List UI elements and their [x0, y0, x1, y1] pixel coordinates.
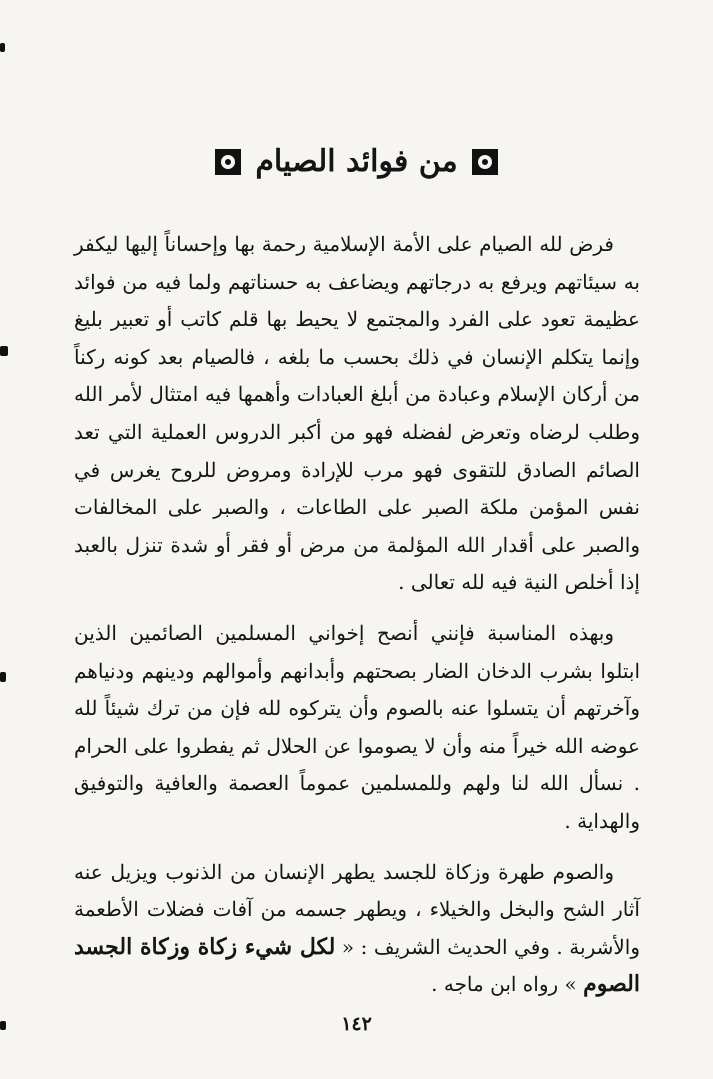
- scan-mark: [0, 43, 5, 52]
- chapter-title-text: من فوائد الصيام: [255, 144, 458, 179]
- paragraph: وبهذه المناسبة فإنني أنصح إخواني المسلمين الصائمين الذين ابتلوا بشرب الدخان الضار بصحتهم وأبدانهم وأموالهم ودينهم ودنياهم وآخرتهم أن يتسلوا عنه بالصوم وأن يتركوه لله فإن من ترك شيئاً لله عوضه الله خيراً منه وأن لا يصوموا عن الحلال ثم يفطروا على الحرام . نسأل الله لنا ولهم وللمسلمين عموماً العصمة والعافية والتوفيق والهداية .: [74, 620, 640, 833]
- paragraph-text: والصوم طهرة وزكاة للجسد يطهر الإنسان من الذنوب ويزيل عنه آثار الشح والبخل والخيلاء ، ويطهر جسمه من آفات فضلات الأطعمة والأشربة . وفي الحديث الشريف : «: [74, 859, 641, 959]
- paragraph: فرض لله الصيام على الأمة الإسلامية رحمة بها وإحساناً إليها ليكفر به سيئاتهم ويرفع به درجاتهم ويضاعف به حسناتهم ولما فيه من فوائد عظيمة تعود على الفرد والمجتمع لا يحيط بها قلم كاتب أو تعبير بليغ وإنما يتكلم الإنسان في ذلك بحسب ما بلغه ، فالصيام بعد كونه ركناً من أركان الإسلام وعبادة من أبلغ العبادات وأهمها فيه امتثال لأمر الله وطلب لرضاه وتعرض لفضله فهو من أكبر الدروس العملية التي تعد الصائم الصادق للتقوى فهو مرب للإرادة ومروض للروح يغرس في نفس المؤمن ملكة الصبر على الطاعات ، والصبر على المخالفات والصبر على أقدار الله المؤلمة من مرض أو فقر أو شدة تنزل بالعبد إذا أخلص النية فيه لله تعالى .: [74, 232, 640, 595]
- chapter-title: [0, 142, 713, 182]
- body-text: [74, 226, 640, 1004]
- paragraph-text: » رواه ابن ماجه .: [431, 972, 577, 997]
- scan-mark: [0, 346, 8, 356]
- hadith-quote: لكل شيء زكاة وزكاة الجسد الصوم: [74, 933, 640, 998]
- ornament-icon: [215, 149, 241, 175]
- paragraph: [74, 854, 640, 1004]
- ornament-icon: [472, 149, 498, 175]
- page-number: ١٤٢: [341, 1013, 372, 1035]
- scan-mark: [0, 672, 6, 682]
